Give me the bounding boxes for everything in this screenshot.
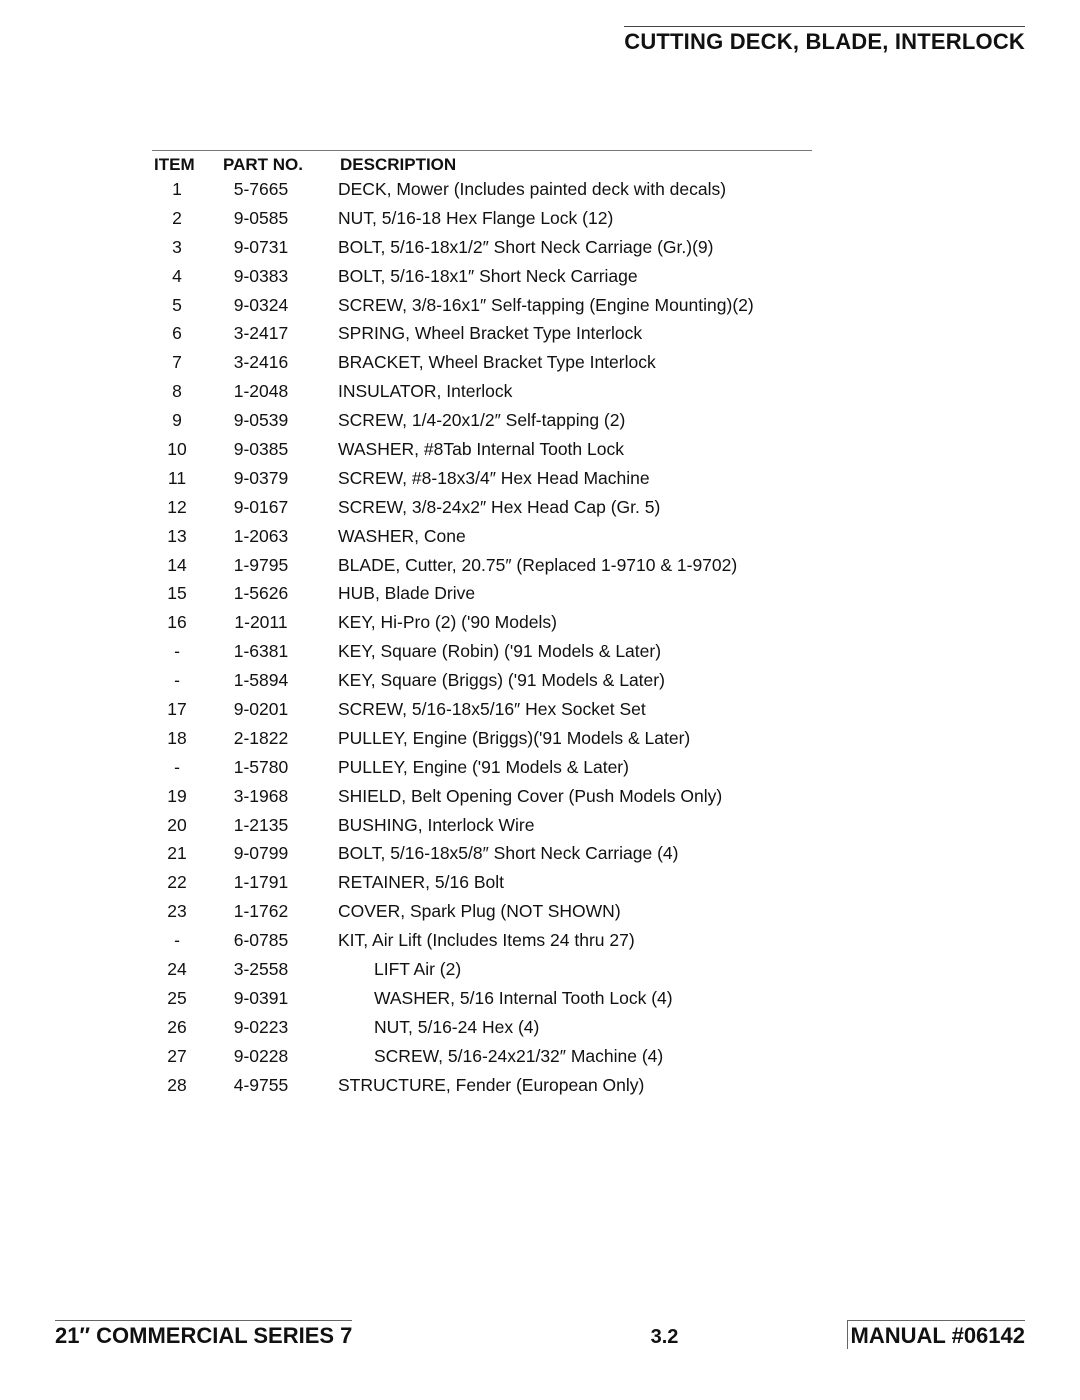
part-description: PULLEY, Engine ('91 Models & Later) (338, 756, 629, 777)
part-number: 2-1822 (233, 727, 289, 748)
item-number: 7 (172, 352, 182, 373)
table-row (152, 551, 812, 580)
item-number: 23 (167, 901, 187, 922)
item-number: - (174, 756, 180, 777)
table-row (152, 984, 812, 1013)
footer-series: 21″ COMMERCIAL SERIES 7 (55, 1320, 352, 1349)
part-number: 9-0379 (233, 467, 289, 488)
part-number: 9-0383 (233, 265, 289, 286)
part-description: INSULATOR, Interlock (338, 381, 513, 402)
part-description: STRUCTURE, Fender (European Only) (338, 1074, 645, 1095)
table-row (152, 233, 812, 262)
item-number: 6 (172, 323, 182, 344)
part-number: 9-0324 (233, 294, 289, 315)
item-number: 3 (172, 236, 182, 257)
item-number: 10 (167, 438, 187, 459)
part-description: SCREW, 1/4-20x1/2″ Self-tapping (2) (338, 410, 626, 431)
table-row (152, 897, 812, 926)
table-row (152, 579, 812, 608)
table-row (152, 291, 812, 320)
item-number: 28 (167, 1074, 187, 1095)
item-number: 5 (172, 294, 182, 315)
item-number: - (174, 670, 180, 691)
table-row (152, 695, 812, 724)
table-row (152, 839, 812, 868)
part-number: 6-0785 (233, 930, 289, 951)
item-number: 21 (167, 843, 187, 864)
item-number: 16 (167, 612, 187, 633)
item-number: 14 (167, 554, 187, 575)
part-number: 9-0799 (233, 843, 289, 864)
part-description: PULLEY, Engine (Briggs)('91 Models & Later) (338, 727, 691, 748)
part-description: SHIELD, Belt Opening Cover (Push Models Only) (338, 785, 723, 806)
table-row (152, 868, 812, 897)
part-number: 1-6381 (233, 641, 289, 662)
part-number: 9-0201 (233, 698, 289, 719)
item-number: 19 (167, 785, 187, 806)
table-row (152, 753, 812, 782)
item-number: 17 (167, 698, 187, 719)
part-number: 9-0391 (233, 987, 289, 1008)
item-number: 26 (167, 1016, 187, 1037)
part-description: KEY, Square (Briggs) ('91 Models & Later) (338, 670, 665, 691)
table-row (152, 811, 812, 840)
part-number: 9-0731 (233, 236, 289, 257)
part-description: SPRING, Wheel Bracket Type Interlock (338, 323, 643, 344)
part-description: KEY, Square (Robin) ('91 Models & Later) (338, 641, 662, 662)
part-description: BRACKET, Wheel Bracket Type Interlock (338, 352, 656, 373)
part-number: 4-9755 (233, 1074, 289, 1095)
table-body (152, 175, 812, 1100)
part-number: 3-2416 (233, 352, 289, 373)
table-row (152, 175, 812, 204)
part-description: KEY, Hi-Pro (2) ('90 Models) (338, 612, 557, 633)
part-number: 9-0585 (233, 207, 289, 228)
column-header-part-no: PART NO. (223, 155, 303, 174)
item-number: 8 (172, 381, 182, 402)
part-description: BUSHING, Interlock Wire (338, 814, 535, 835)
part-number: 9-0539 (233, 410, 289, 431)
item-number: 13 (167, 525, 187, 546)
part-description: WASHER, 5/16 Internal Tooth Lock (4) (374, 987, 673, 1008)
table-row (152, 406, 812, 435)
part-description: BOLT, 5/16-18x5/8″ Short Neck Carriage (4) (338, 843, 679, 864)
part-description: SCREW, #8-18x3/4″ Hex Head Machine (338, 467, 650, 488)
part-number: 1-1791 (233, 872, 289, 893)
footer-page-number: 3.2 (650, 1326, 679, 1348)
table-row (152, 348, 812, 377)
part-number: 9-0228 (233, 1045, 289, 1066)
table-row (152, 782, 812, 811)
item-number: 1 (172, 178, 182, 199)
part-description: WASHER, #8Tab Internal Tooth Lock (338, 438, 624, 459)
part-number: 3-2417 (233, 323, 289, 344)
part-description: KIT, Air Lift (Includes Items 24 thru 27) (338, 930, 635, 951)
part-number: 1-2135 (233, 814, 289, 835)
part-description: RETAINER, 5/16 Bolt (338, 872, 504, 893)
item-number: 12 (167, 496, 187, 517)
part-description: BOLT, 5/16-18x1/2″ Short Neck Carriage (Gr.)(9) (338, 236, 714, 257)
part-description: BOLT, 5/16-18x1″ Short Neck Carriage (338, 265, 638, 286)
table-row (152, 435, 812, 464)
table-row (152, 377, 812, 406)
page-footer (55, 1320, 1025, 1349)
part-description: NUT, 5/16-18 Hex Flange Lock (12) (338, 207, 614, 228)
part-description: NUT, 5/16-24 Hex (4) (374, 1016, 540, 1037)
column-header-item: ITEM (154, 155, 195, 174)
page-title: CUTTING DECK, BLADE, INTERLOCK (624, 26, 1025, 55)
item-number: 25 (167, 987, 187, 1008)
item-number: 11 (167, 467, 187, 488)
table-row (152, 666, 812, 695)
item-number: 22 (167, 872, 187, 893)
part-number: 9-0385 (233, 438, 289, 459)
part-number: 1-5780 (233, 756, 289, 777)
part-number: 3-2558 (233, 958, 289, 979)
part-number: 9-0223 (233, 1016, 289, 1037)
part-description: WASHER, Cone (338, 525, 466, 546)
table-row (152, 637, 812, 666)
table-row (152, 1013, 812, 1042)
item-number: 9 (172, 410, 182, 431)
item-number: 15 (167, 583, 187, 604)
part-description: SCREW, 3/8-16x1″ Self-tapping (Engine Mounting)(2) (338, 294, 754, 315)
part-number: 1-5894 (233, 670, 289, 691)
table-row (152, 926, 812, 955)
table-row (152, 724, 812, 753)
table-row (152, 464, 812, 493)
table-row (152, 262, 812, 291)
item-number: - (174, 930, 180, 951)
part-number: 1-2011 (234, 612, 288, 633)
item-number: 27 (167, 1045, 187, 1066)
part-description: SCREW, 5/16-24x21/32″ Machine (4) (374, 1045, 664, 1066)
table-row (152, 319, 812, 348)
part-number: 3-1968 (233, 785, 289, 806)
part-description: LIFT Air (2) (374, 958, 462, 979)
part-number: 9-0167 (233, 496, 289, 517)
item-number: 24 (167, 958, 187, 979)
part-number: 1-1762 (233, 901, 289, 922)
item-number: 4 (172, 265, 182, 286)
table-row (152, 522, 812, 551)
part-description: BLADE, Cutter, 20.75″ (Replaced 1-9710 & 1-9702) (338, 554, 738, 575)
part-number: 1-5626 (233, 583, 289, 604)
item-number: 18 (167, 727, 187, 748)
table-row (152, 955, 812, 984)
part-number: 1-9795 (233, 554, 289, 575)
item-number: 2 (172, 207, 182, 228)
footer-manual-number: MANUAL #06142 (847, 1320, 1025, 1349)
part-number: 1-2048 (233, 381, 289, 402)
table-row (152, 204, 812, 233)
part-number: 5-7665 (233, 178, 289, 199)
parts-table (152, 150, 812, 1100)
column-header-description: DESCRIPTION (340, 155, 457, 174)
part-description: HUB, Blade Drive (338, 583, 476, 604)
table-row (152, 608, 812, 637)
item-number: 20 (167, 814, 187, 835)
part-description: DECK, Mower (Includes painted deck with decals) (338, 178, 727, 199)
part-number: 1-2063 (233, 525, 289, 546)
table-row (152, 1042, 812, 1071)
table-row (152, 493, 812, 522)
part-description: COVER, Spark Plug (NOT SHOWN) (338, 901, 621, 922)
part-description: SCREW, 5/16-18x5/16″ Hex Socket Set (338, 698, 646, 719)
item-number: - (174, 641, 180, 662)
table-row (152, 1071, 812, 1100)
table-header (152, 150, 812, 175)
part-description: SCREW, 3/8-24x2″ Hex Head Cap (Gr. 5) (338, 496, 661, 517)
